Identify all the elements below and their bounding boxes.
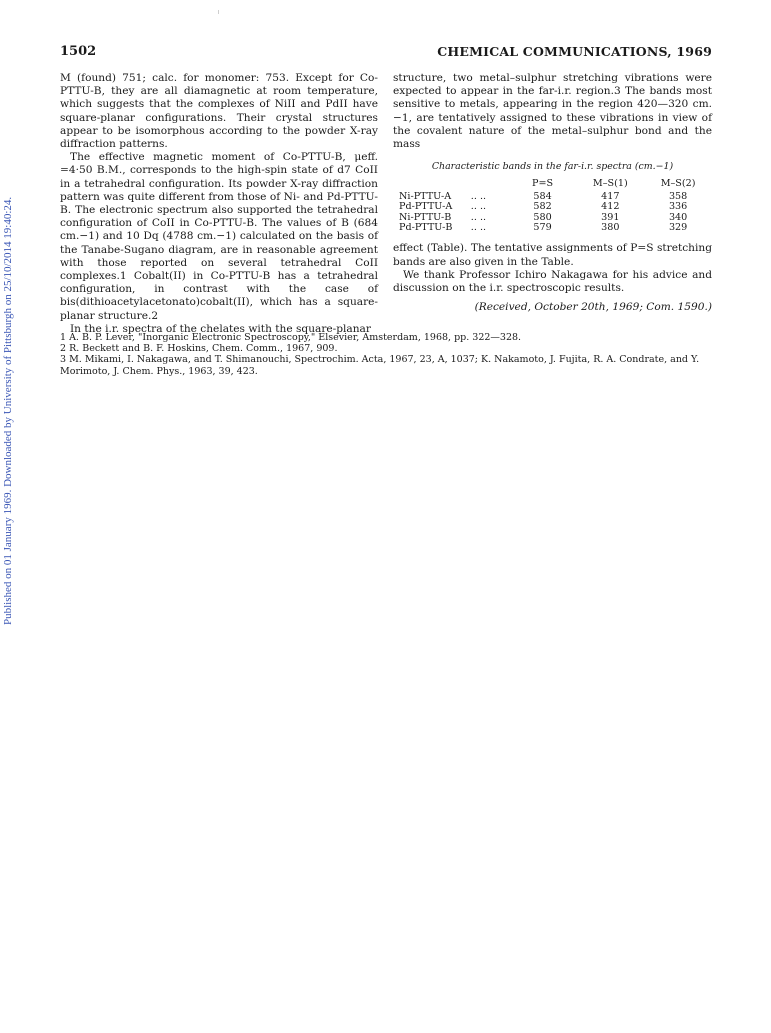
- table-header-blank: [471, 179, 509, 191]
- paragraph: We thank Professor Ichiro Nakagawa for his advice and discussion on the i.r. spectroscopic results.: [393, 268, 712, 295]
- table-cell-ms1: 391: [601, 211, 620, 223]
- journal-title: CHEMICAL COMMUNICATIONS, 1969: [437, 44, 712, 59]
- table-header-ms1: M–S(1): [592, 178, 628, 190]
- table-cell-leader: .. ..: [470, 211, 487, 223]
- table-header-row: [399, 179, 712, 191]
- table-cell-ms1: 380: [601, 222, 620, 234]
- table-header-blank: [399, 179, 471, 191]
- left-column: [60, 72, 378, 336]
- right-column: [393, 72, 712, 314]
- table-cell-ms1: 417: [601, 190, 620, 202]
- table-cell-compound: Pd-PTTU-B: [399, 222, 453, 234]
- table-cell-ms2: 340: [668, 211, 688, 223]
- table-cell-leader: .. ..: [470, 190, 487, 202]
- table-cell-compound: Ni-PTTU-B: [399, 211, 452, 223]
- table-cell-compound: Ni-PTTU-A: [399, 190, 452, 202]
- table-cell-ps: 584: [533, 190, 552, 202]
- table-cell-ms2: 358: [668, 190, 688, 202]
- footnote: 3 M. Mikami, I. Nakagawa, and T. Shimanouchi, Spectrochim. Acta, 1967, 23, A, 1037; K. Nakamoto, J. Fujita, R. A. Condrate, and Y. Morimoto, J. Chem. Phys., 1963, 39, 423.: [60, 354, 700, 377]
- download-notice: [2, 196, 16, 625]
- table-cell-ms1: 412: [601, 201, 620, 213]
- paragraph: effect (Table). The tentative assignments of P=S stretching bands are also given in the Table.: [393, 242, 712, 268]
- table-cell-compound: Pd-PTTU-A: [399, 201, 453, 213]
- table-cell-ms2: 336: [668, 201, 688, 213]
- table-cell-leader: .. ..: [470, 201, 487, 213]
- paragraph: In the i.r. spectra of the chelates with the square-planar: [70, 322, 371, 335]
- table-cell-ps: 582: [533, 201, 552, 213]
- table-cell-ms2: 329: [668, 222, 688, 234]
- paragraph: structure, two metal–sulphur stretching vibrations were expected to appear in the far-i.r. region.3 The bands most sensitive to metals, appearing in the region 420—320 cm.−1, are tentatively assigned to these vibrations in view of the covalent nature of the metal–sulphur bond and the mass: [393, 72, 712, 151]
- table-row: [399, 223, 712, 233]
- download-notice-text[interactable]: Published on 01 January 1969. Downloaded by University of Pittsburgh on 25/10/2014 19:40:24.: [2, 196, 14, 625]
- table-cell-leader: .. ..: [470, 222, 487, 234]
- table-caption: Characteristic bands in the far-i.r. spectra (cm.−1): [431, 161, 674, 173]
- page-number: 1502: [60, 44, 97, 59]
- table-header-ps: P=S: [531, 178, 554, 190]
- table-cell-ps: 580: [533, 211, 552, 223]
- scan-mark: [218, 10, 219, 14]
- ir-bands-table-block: [393, 160, 712, 233]
- paragraph: The effective magnetic moment of Co-PTTU-B, μeff. =4·50 B.M., corresponds to the high-spin state of d7 CoII in a tetrahedral configuration. Its powder X-ray diffraction pattern was quite different from those of Ni- and Pd-PTTU-B. The electronic spectrum also supported the tetrahedral configuration of CoII in Co-PTTU-B. The values of B (684 cm.−1) and 10 Dq (4788 cm.−1) calculated on the basis of the Tanabe-Sugano diagram, are in reasonable agreement with those reported on several tetrahedral CoII complexes.1 Cobalt(II) in Co-PTTU-B has a tetrahedral configuration, in contrast with the case of bis(dithioacetylacetonato)cobalt(II), which has a square-planar structure.2: [60, 151, 378, 322]
- ir-bands-table: [399, 179, 712, 233]
- footnotes: [60, 332, 712, 377]
- footnote: 1 A. B. P. Lever, "Inorganic Electronic Spectroscopy," Elsevier, Amsterdam, 1968, pp. 322—328.: [60, 332, 522, 343]
- page-header: [60, 44, 712, 62]
- table-cell-ps: 579: [533, 222, 552, 234]
- paragraph: M (found) 751; calc. for monomer: 753. Except for Co-PTTU-B, they are all diamagnetic at room temperature, which suggests that the complexes of NiII and PdII have square-planar configurations. Their crystal structures appear to be isomorphous according to the powder X-ray diffraction patterns.: [60, 72, 378, 151]
- footnote: 2 R. Beckett and B. F. Hoskins, Chem. Comm., 1967, 909.: [60, 343, 338, 355]
- received-date: (Received, October 20th, 1969; Com. 1590.): [474, 301, 712, 314]
- table-header-ms2: M–S(2): [660, 178, 696, 190]
